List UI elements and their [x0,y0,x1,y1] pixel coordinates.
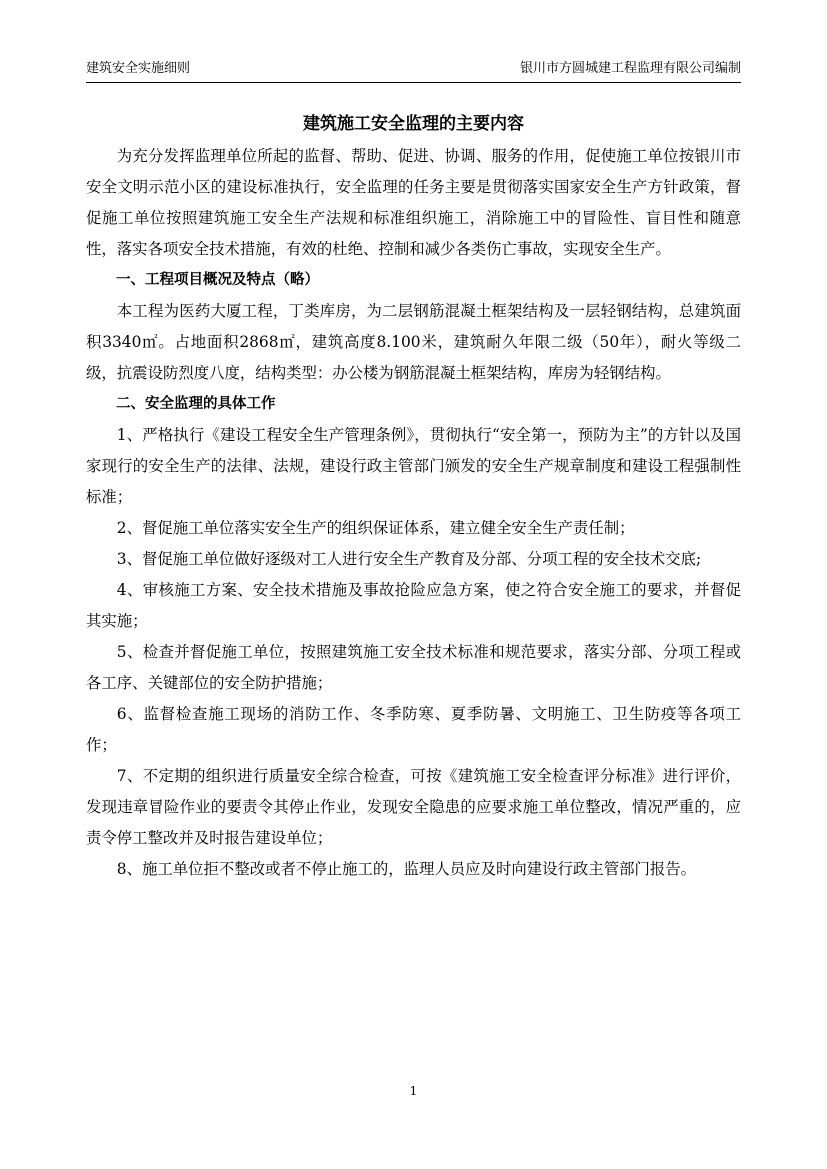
work-item-5: 5、检查并督促施工单位，按照建筑施工安全技术标准和规范要求，落实分部、分项工程或各工序、关键部位的安全防护措施； [86,643,741,692]
section-heading-project-overview: 一、工程项目概况及特点（略） [116,272,319,288]
work-item-4: 4、审核施工方案、安全技术措施及事故抢险应急方案，使之符合安全施工的要求，并督促其实施； [86,581,741,630]
section-heading-specific-work: 二、安全监理的具体工作 [116,396,276,412]
intro-paragraph: 为充分发挥监理单位所起的监督、帮助、促进、协调、服务的作用，促使施工单位按银川市安全文明示范小区的建设标准执行，安全监理的任务主要是贯彻落实国家安全生产方针政策，督促施工单位按照建筑施工安全生产法规和标准组织施工，消除施工中的冒险性、盲目性和随意性，落实各项安全技术措施，有效的杜绝、控制和减少各类伤亡事故，实现安全生产。 [86,147,741,258]
work-item-7: 7、不定期的组织进行质量安全综合检查，可按《建筑施工安全检查评分标准》进行评价，发现违章冒险作业的要责令其停止作业，发现安全隐患的应要求施工单位整改，情况严重的，应责令停工整改并及时报告建设单位； [86,767,741,847]
work-item-6: 6、监督检查施工现场的消防工作、冬季防寒、夏季防暑、文明施工、卫生防疫等各项工作； [86,705,741,754]
work-item-8: 8、施工单位拒不整改或者不停止施工的，监理人员应及时向建设行政主管部门报告。 [116,860,697,878]
work-item-2: 2、督促施工单位落实安全生产的组织保证体系，建立健全安全生产责任制； [116,519,635,537]
document-body [86,110,741,885]
document-title: 建筑施工安全监理的主要内容 [303,114,524,134]
page-number: 1 [409,1084,418,1098]
work-item-1: 1、严格执行《建设工程安全生产管理条例》，贯彻执行“安全第一，预防为主”的方针以及国家现行的安全生产的法律、法规，建设行政主管部门颁发的安全生产规章制度和建设工程强制性标准； [86,426,741,506]
header-left-title: 建筑安全实施细则 [86,61,191,76]
header-right-company: 银川市方圆城建工程监理有限公司编制 [519,61,741,76]
work-item-3: 3、督促施工单位做好逐级对工人进行安全生产教育及分部、分项工程的安全技术交底; [116,550,702,568]
page-header [86,58,741,83]
project-overview-paragraph: 本工程为医药大厦工程，丁类库房，为二层钢筋混凝土框架结构及一层轻钢结构，总建筑面积3340㎡。占地面积2868㎡，建筑高度8.100米，建筑耐久年限二级（50年），耐火等级二级，抗震设防烈度八度，结构类型：办公楼为钢筋混凝土框架结构，库房为轻钢结构。 [86,302,741,382]
